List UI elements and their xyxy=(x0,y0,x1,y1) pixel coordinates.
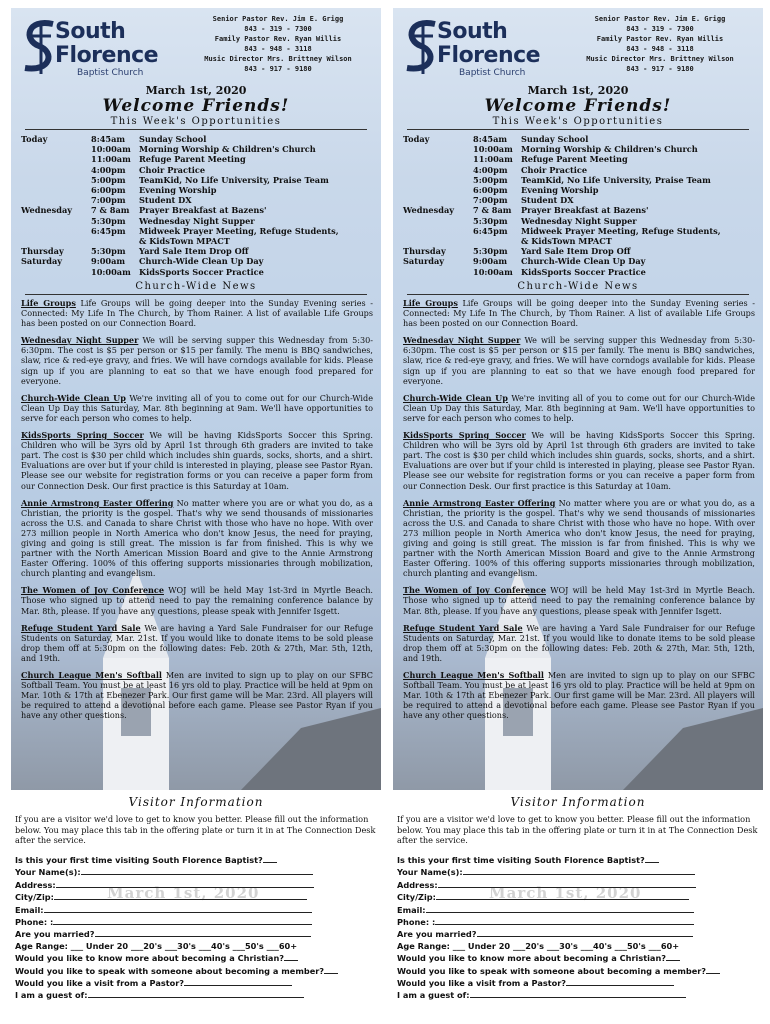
schedule-day: Today xyxy=(403,134,430,144)
schedule-event: Evening Worship xyxy=(139,185,217,196)
schedule-day xyxy=(403,185,473,195)
church-logo xyxy=(17,14,177,80)
logo-text-south: South xyxy=(437,19,508,44)
visitor-form-label: Would you like to speak with someone about becoming a member? xyxy=(397,965,707,976)
visitor-form-blank[interactable] xyxy=(426,904,695,913)
visitor-form-blank[interactable] xyxy=(436,891,689,900)
visitor-form-line[interactable] xyxy=(397,891,759,903)
news-item-title: Life Groups xyxy=(21,298,76,308)
schedule-time: 10:00am xyxy=(91,144,131,155)
staff-line: Senior Pastor Rev. Jim E. Grigg xyxy=(212,15,344,23)
schedule-day xyxy=(21,154,91,164)
visitor-intro: If you are a visitor we'd love to get to know you better. Please fill out the information below. You may place this tab in the offering plate or turn it in at The Connection Desk after the service. xyxy=(15,814,376,845)
news-item-title: Life Groups xyxy=(403,298,458,308)
news-item xyxy=(403,298,755,328)
news-item-text: We're inviting all of you to come out for our Church-Wide Clean Up Day this Saturday, Mar. 8th beginning at 9am. We'll have opportunities to serve for each person who comes to help. xyxy=(403,392,755,423)
news-item-title: Church League Men's Softball xyxy=(403,670,544,680)
schedule-time: 8:45am xyxy=(91,134,126,144)
schedule-event: Sunday School xyxy=(521,134,589,144)
schedule-event: Wednesday Night Supper xyxy=(139,215,255,226)
visitor-form-line[interactable] xyxy=(397,965,759,977)
visitor-form-line[interactable] xyxy=(397,928,759,940)
schedule-event: Yard Sale Item Drop Off xyxy=(139,246,249,257)
news-item-text: WOJ will be held May 1st-3rd in Myrtle Beach. Those who signed up to attend need to pay the remaining conference balance by Mar. 8th, please. If you have any questions, please speak with Jennifer Isgett. xyxy=(21,585,373,616)
schedule-day xyxy=(403,154,473,164)
news-item-text: We will be having KidsSports Soccer this Spring. Children who will be 3yrs old by April 1st through 6th graders are invited to take part. The cost is $30 per child which includes shin guards, socks, shorts, and a shirt. Evaluations are over but if your child is interested in playing, please see Pastor Ryan. Please see our website for registration forms or you can receive a paper form from our Connection Desk. Our first practice is this Saturday at 10am. xyxy=(403,430,755,491)
news-item-text: No matter where you are or what you do, as a Christian, the priority is the gospel. That's why we send thousands of missionaries across the U.S. and Canada to share Christ with those who have no hope. With over 273 million people in North America who don't know Jesus, the need for praying, giving and going is still great. The mission is far from finished. This is why we partner with the North American Mission Board and give to the Annie Armstrong Easter Offering. 100% of this offering supports missionaries through mobilization, church planting and evangelism. xyxy=(21,497,374,579)
schedule-row xyxy=(403,175,758,185)
visitor-form-blank[interactable] xyxy=(566,977,674,986)
news-item xyxy=(403,498,755,579)
schedule-day xyxy=(21,216,91,226)
schedule-row xyxy=(403,246,758,256)
staff-list xyxy=(183,14,373,74)
churchwide-heading: Church-Wide News xyxy=(135,281,257,292)
schedule-event: Student DX xyxy=(521,195,574,206)
visitor-form-blank[interactable] xyxy=(438,879,696,888)
schedule-event: KidsSports Soccer Practice xyxy=(521,266,646,277)
staff-line: 843 - 948 - 3118 xyxy=(244,45,312,53)
visitor-form-line[interactable] xyxy=(15,928,377,940)
schedule-event: Choir Practice xyxy=(521,164,588,175)
visitor-heading: Visitor Information xyxy=(128,795,264,809)
news-item-title: Refuge Student Yard Sale xyxy=(403,622,523,633)
visitor-form-line[interactable] xyxy=(397,977,759,989)
schedule-row xyxy=(403,216,758,226)
news-item-text: Men are invited to sign up to play on our SFBC Softball Team. You must be at least 16 yrs old to play. Practice will be held at 9pm on Mar. 10th & 17th at Ebenezer Park. Our first game will be Mar. 23rd. All players will be required to attend a devotional before each game. Please see Pastor Ryan if you have any other questions. xyxy=(403,670,755,721)
schedule-event: Morning Worship & Children's Church xyxy=(521,144,698,155)
schedule-event: Student DX xyxy=(139,195,192,206)
schedule-row xyxy=(21,267,376,277)
visitor-form-label: Would you like to know more about becoming a Christian? xyxy=(397,953,667,964)
visitor-form-label: Phone: : xyxy=(15,917,54,928)
schedule-time: 6:00pm xyxy=(473,185,508,196)
visitor-form-label: Email: xyxy=(15,904,44,915)
schedule-time: 7 & 8am xyxy=(473,205,512,216)
news-item xyxy=(21,335,373,385)
visitor-form-label: Age Range: ___ Under 20 ___20's ___30's ___40's ___50's ___60+ xyxy=(397,940,680,951)
news-list xyxy=(21,298,373,727)
visitor-form xyxy=(397,854,759,1002)
news-item-text: We are having a Yard Sale Fundraiser for our Refuge Students on Saturday, Mar. 21st. If you would like to donate items to be sold please drop them off at 5:30pm on the following dates: Feb. 20th & 27th, Mar. 5th, 12th, and 19th. xyxy=(403,622,755,663)
news-item-text: WOJ will be held May 1st-3rd in Myrtle Beach. Those who signed up to attend need to pay the remaining conference balance by Mar. 8th, please. If you have any questions, please speak with Jennifer Isgett. xyxy=(403,585,755,616)
opportunities-heading: This Week's Opportunities xyxy=(492,116,664,127)
visitor-form-label: Is this your first time visiting South Florence Baptist? xyxy=(15,855,263,865)
churchwide-heading: Church-Wide News xyxy=(517,281,639,292)
schedule-day xyxy=(21,226,91,236)
staff-line: Music Director Mrs. Brittney Wilson xyxy=(204,55,352,63)
schedule-day xyxy=(403,195,473,205)
news-item xyxy=(403,623,755,663)
schedule-event: Choir Practice xyxy=(139,164,206,175)
schedule-event: Evening Worship xyxy=(521,185,599,196)
schedule-row xyxy=(21,144,376,154)
news-item-text: We're inviting all of you to come out for our Church-Wide Clean Up Day this Saturday, Mar. 8th beginning at 9am. We'll have opportunities to serve for each person who comes to help. xyxy=(21,392,373,423)
schedule-row xyxy=(403,205,758,215)
schedule-day xyxy=(403,267,473,277)
staff-line: 843 - 319 - 7300 xyxy=(626,25,694,33)
visitor-form-blank[interactable] xyxy=(666,952,680,961)
bulletin-date: March 1st, 2020 xyxy=(527,84,629,97)
schedule-day: Thursday xyxy=(21,246,64,257)
news-item-text: Men are invited to sign up to play on our SFBC Softball Team. You must be at least 16 yrs old to play. Practice will be held at 9pm on Mar. 10th & 17th at Ebenezer Park. Our first game will be Mar. 23rd. All players will be required to attend a devotional before each game. Please see Pastor Ryan if you have any other questions. xyxy=(21,670,373,721)
visitor-form-label: Would you like to know more about becoming a Christian? xyxy=(15,953,285,964)
schedule-day xyxy=(21,267,91,277)
opportunities-heading: This Week's Opportunities xyxy=(110,116,282,127)
visitor-form-line[interactable] xyxy=(397,952,759,964)
news-item xyxy=(403,585,755,615)
visitor-form-line[interactable] xyxy=(15,879,377,891)
visitor-form-label: Your Name(s): xyxy=(397,867,463,878)
schedule-row xyxy=(21,134,376,144)
schedule-day: Wednesday xyxy=(403,205,455,216)
schedule-time: 4:00pm xyxy=(473,164,508,175)
schedule-row xyxy=(403,134,758,144)
news-item-text: We will be serving supper this Wednesday from 5:30-6:30pm. The cost is $5 per person or $15 per family. The menu is BBQ sandwiches, slaw, rice & red-eye gravy, and fries. We will have corndogs available for kids. Please sign up if you are planning to eat so that we have enough food prepared for everyone. xyxy=(403,335,755,386)
visitor-form-line[interactable] xyxy=(15,965,377,977)
news-item xyxy=(21,298,373,328)
logo-text-florence: Florence xyxy=(55,43,159,68)
schedule-event: TeamKid, No Life University, Praise Team xyxy=(521,174,711,185)
staff-line: Family Pastor Rev. Ryan Willis xyxy=(214,35,342,43)
visitor-form-blank[interactable] xyxy=(477,928,694,937)
visitor-form-blank[interactable] xyxy=(263,854,277,863)
visitor-form-label: Would you like a visit from a Pastor? xyxy=(15,978,185,989)
visitor-form-line[interactable] xyxy=(397,904,759,916)
visitor-form-line[interactable] xyxy=(397,866,759,878)
visitor-form-label: Is this your first time visiting South Florence Baptist? xyxy=(397,855,645,865)
staff-list xyxy=(565,14,755,74)
staff-line: 843 - 319 - 7300 xyxy=(244,25,312,33)
news-item-text: We are having a Yard Sale Fundraiser for our Refuge Students on Saturday, Mar. 21st. If you would like to donate items to be sold please drop them off at 5:30pm on the following dates: Feb. 20th & 27th, Mar. 5th, 12th, and 19th. xyxy=(21,622,373,663)
visitor-form-blank[interactable] xyxy=(54,891,307,900)
schedule-time: 5:30pm xyxy=(473,246,508,257)
visitor-form-line[interactable] xyxy=(15,904,377,916)
schedule-day: Today xyxy=(21,134,48,144)
visitor-form-label: Would you like to speak with someone about becoming a member? xyxy=(15,965,325,976)
visitor-form-label: Age Range: ___ Under 20 ___20's ___30's ___40's ___50's ___60+ xyxy=(15,940,298,951)
news-item-title: Wednesday Night Supper xyxy=(403,335,521,346)
schedule-time: 8:45am xyxy=(473,134,508,144)
schedule-day xyxy=(403,226,473,236)
schedule-row xyxy=(403,165,758,175)
welcome-heading: Welcome Friends! xyxy=(102,96,290,116)
schedule-event: Church-Wide Clean Up Day xyxy=(139,256,264,267)
visitor-form-blank[interactable] xyxy=(645,854,659,863)
schedule-day xyxy=(403,216,473,226)
visitor-form-blank[interactable] xyxy=(184,977,292,986)
welcome-heading: Welcome Friends! xyxy=(484,96,672,116)
schedule-list xyxy=(21,134,376,277)
visitor-form-blank[interactable] xyxy=(81,866,313,875)
schedule-list xyxy=(403,134,758,277)
bulletin-date: March 1st, 2020 xyxy=(145,84,247,97)
news-item xyxy=(21,393,373,423)
visitor-form-blank[interactable] xyxy=(95,928,312,937)
news-item xyxy=(403,670,755,720)
visitor-form-label: City/Zip: xyxy=(397,892,436,903)
news-item-title: KidsSports Spring Soccer xyxy=(21,430,144,441)
news-item xyxy=(21,430,373,491)
schedule-time: 11:00am xyxy=(473,154,513,165)
visitor-form-line[interactable] xyxy=(397,916,759,928)
schedule-row xyxy=(21,246,376,256)
bulletin-column-right xyxy=(393,8,763,1018)
header xyxy=(393,8,763,88)
visitor-form-label: Your Name(s): xyxy=(15,867,81,878)
news-item xyxy=(403,335,755,385)
visitor-form-blank[interactable] xyxy=(706,965,720,974)
schedule-event: Morning Worship & Children's Church xyxy=(139,144,316,155)
news-item-title: Annie Armstrong Easter Offering xyxy=(403,497,556,508)
schedule-day xyxy=(21,144,91,154)
staff-line: 843 - 917 - 9180 xyxy=(626,65,694,73)
visitor-form-label: Email: xyxy=(397,904,426,915)
schedule-event: Refuge Parent Meeting xyxy=(139,154,246,165)
news-item-title: KidsSports Spring Soccer xyxy=(403,430,526,441)
staff-line: 843 - 948 - 3118 xyxy=(626,45,694,53)
news-item xyxy=(403,430,755,491)
schedule-event: Sunday School xyxy=(139,134,207,144)
news-item xyxy=(21,670,373,720)
staff-line: Family Pastor Rev. Ryan Willis xyxy=(596,35,724,43)
news-item-text: No matter where you are or what you do, as a Christian, the priority is the gospel. That's why we send thousands of missionaries across the U.S. and Canada to share Christ with those who have no hope. With over 273 million people in North America who don't know Jesus, the need for praying, giving and going is still great. The mission is far from finished. This is why we partner with the North American Mission Board and give to the Annie Armstrong Easter Offering. 100% of this offering supports missionaries through mobilization, church planting and evangelism. xyxy=(403,497,756,579)
visitor-form-label: City/Zip: xyxy=(15,892,54,903)
visitor-form-label: I am a guest of: xyxy=(15,990,88,1001)
schedule-row xyxy=(403,256,758,266)
schedule-time xyxy=(473,236,521,246)
visitor-form-line[interactable] xyxy=(397,879,759,891)
divider xyxy=(25,294,367,295)
news-item-text: Life Groups will be going deeper into the Sunday Evening series - Connected: My Life In The Church, by Thom Rainer. A list of available Life Groups has been posted on our Connection Board. xyxy=(403,298,755,329)
schedule-row xyxy=(21,216,376,226)
schedule-day: Saturday xyxy=(21,256,63,267)
visitor-heading: Visitor Information xyxy=(510,795,646,809)
schedule-day xyxy=(403,236,473,246)
schedule-time: 5:30pm xyxy=(91,246,126,257)
schedule-row xyxy=(21,236,376,246)
visitor-form-line[interactable] xyxy=(15,977,377,989)
date-watermark: March 1st, 2020 xyxy=(489,884,642,902)
visitor-form-line[interactable] xyxy=(15,891,377,903)
news-item-title: Church-Wide Clean Up xyxy=(21,392,126,403)
schedule-time: 5:00pm xyxy=(473,174,508,185)
news-item-title: Annie Armstrong Easter Offering xyxy=(21,497,174,508)
schedule-event: TeamKid, No Life University, Praise Team xyxy=(139,174,329,185)
date-watermark: March 1st, 2020 xyxy=(107,884,260,902)
visitor-form-line[interactable] xyxy=(397,854,759,866)
staff-line: Senior Pastor Rev. Jim E. Grigg xyxy=(594,15,726,23)
visitor-form-line[interactable] xyxy=(15,989,377,1001)
visitor-intro: If you are a visitor we'd love to get to know you better. Please fill out the information below. You may place this tab in the offering plate or turn it in at The Connection Desk after the service. xyxy=(397,814,758,845)
schedule-time: 9:00am xyxy=(91,256,126,267)
schedule-row xyxy=(403,267,758,277)
schedule-event: Yard Sale Item Drop Off xyxy=(521,246,631,257)
schedule-time: 5:30pm xyxy=(473,215,508,226)
schedule-row xyxy=(21,175,376,185)
visitor-form-label: I am a guest of: xyxy=(397,990,470,1001)
schedule-row xyxy=(403,185,758,195)
schedule-day xyxy=(21,165,91,175)
schedule-day: Thursday xyxy=(403,246,446,257)
schedule-day: Saturday xyxy=(403,256,445,267)
visitor-form-label: Address: xyxy=(397,879,438,890)
schedule-time: 6:00pm xyxy=(91,185,126,196)
schedule-row xyxy=(403,144,758,154)
schedule-row xyxy=(403,226,758,236)
schedule-row xyxy=(403,236,758,246)
schedule-event: Refuge Parent Meeting xyxy=(521,154,628,165)
logo-text-south: South xyxy=(55,19,126,44)
schedule-event: & KidsTown MPACT xyxy=(139,236,230,247)
schedule-day xyxy=(21,185,91,195)
schedule-row xyxy=(21,195,376,205)
schedule-day xyxy=(21,236,91,246)
visitor-form-label: Are you married? xyxy=(397,929,477,940)
divider xyxy=(407,129,749,130)
schedule-time: 6:45pm xyxy=(91,225,126,236)
news-item-title: The Women of Joy Conference xyxy=(403,585,546,596)
schedule-row xyxy=(21,226,376,236)
visitor-form-blank[interactable] xyxy=(44,904,313,913)
schedule-event: Prayer Breakfast at Bazens' xyxy=(521,205,649,216)
schedule-day xyxy=(403,144,473,154)
news-item xyxy=(21,498,373,579)
schedule-row xyxy=(403,154,758,164)
visitor-form-blank[interactable] xyxy=(53,916,311,925)
visitor-form-blank[interactable] xyxy=(324,965,338,974)
schedule-event: & KidsTown MPACT xyxy=(521,236,612,247)
schedule-day xyxy=(403,175,473,185)
schedule-time: 5:00pm xyxy=(91,174,126,185)
logo-text-florence: Florence xyxy=(437,43,541,68)
schedule-event: Church-Wide Clean Up Day xyxy=(521,256,646,267)
schedule-time: 7 & 8am xyxy=(91,205,130,216)
visitor-form-blank[interactable] xyxy=(88,989,305,998)
schedule-time: 4:00pm xyxy=(91,164,126,175)
schedule-time: 5:30pm xyxy=(91,215,126,226)
visitor-form-blank[interactable] xyxy=(435,916,693,925)
logo-subtitle: Baptist Church xyxy=(459,68,526,78)
divider xyxy=(25,129,367,130)
schedule-event: Midweek Prayer Meeting, Refuge Students, xyxy=(521,225,721,236)
news-item xyxy=(403,393,755,423)
visitor-form-label: Would you like a visit from a Pastor? xyxy=(397,978,567,989)
visitor-form-label: Phone: : xyxy=(397,917,436,928)
visitor-form-line[interactable] xyxy=(15,866,377,878)
visitor-form-line[interactable] xyxy=(15,952,377,964)
schedule-event: Midweek Prayer Meeting, Refuge Students, xyxy=(139,225,339,236)
schedule-row xyxy=(21,154,376,164)
staff-line: Music Director Mrs. Brittney Wilson xyxy=(586,55,734,63)
schedule-time xyxy=(91,236,139,246)
schedule-day: Wednesday xyxy=(21,205,73,216)
visitor-form-line[interactable] xyxy=(397,989,759,1001)
logo-subtitle: Baptist Church xyxy=(77,68,144,78)
news-item-title: Church League Men's Softball xyxy=(21,670,162,680)
header xyxy=(11,8,381,88)
visitor-form xyxy=(15,854,377,1002)
schedule-event: Prayer Breakfast at Bazens' xyxy=(139,205,267,216)
schedule-row xyxy=(21,256,376,266)
news-item-title: The Women of Joy Conference xyxy=(21,585,164,596)
visitor-form-blank[interactable] xyxy=(56,879,314,888)
staff-line: 843 - 917 - 9180 xyxy=(244,65,312,73)
news-item xyxy=(21,585,373,615)
schedule-time: 9:00am xyxy=(473,256,508,267)
schedule-time: 6:45pm xyxy=(473,225,508,236)
church-logo xyxy=(399,14,559,80)
visitor-form-label: Address: xyxy=(15,879,56,890)
visitor-form-label: Are you married? xyxy=(15,929,95,940)
schedule-row xyxy=(403,195,758,205)
visitor-form-blank[interactable] xyxy=(463,866,695,875)
schedule-day xyxy=(21,195,91,205)
schedule-time: 10:00am xyxy=(473,144,513,155)
bulletin-column-left xyxy=(11,8,381,1018)
news-item-text: Life Groups will be going deeper into the Sunday Evening series - Connected: My Life In The Church, by Thom Rainer. A list of available Life Groups has been posted on our Connection Board. xyxy=(21,298,373,329)
schedule-row xyxy=(21,165,376,175)
schedule-event: Wednesday Night Supper xyxy=(521,215,637,226)
news-item-text: We will be having KidsSports Soccer this Spring. Children who will be 3yrs old by April 1st through 6th graders are invited to take part. The cost is $30 per child which includes shin guards, socks, shorts, and a shirt. Evaluations are over but if your child is interested in playing, please see Pastor Ryan. Please see our website for registration forms or you can receive a paper form from our Connection Desk. Our first practice is this Saturday at 10am. xyxy=(21,430,373,491)
divider xyxy=(407,294,749,295)
schedule-day xyxy=(21,175,91,185)
visitor-form-line[interactable] xyxy=(15,916,377,928)
schedule-day xyxy=(403,165,473,175)
schedule-time: 10:00am xyxy=(473,266,513,277)
schedule-time: 11:00am xyxy=(91,154,131,165)
news-item xyxy=(21,623,373,663)
news-item-title: Refuge Student Yard Sale xyxy=(21,622,141,633)
visitor-form-line[interactable] xyxy=(15,854,377,866)
news-item-title: Wednesday Night Supper xyxy=(21,335,139,346)
schedule-time: 10:00am xyxy=(91,266,131,277)
schedule-row xyxy=(21,205,376,215)
visitor-form-blank[interactable] xyxy=(284,952,298,961)
schedule-time: 7:00pm xyxy=(91,195,126,206)
news-item-text: We will be serving supper this Wednesday from 5:30-6:30pm. The cost is $5 per person or $15 per family. The menu is BBQ sandwiches, slaw, rice & red-eye gravy, and fries. We will have corndogs available for kids. Please sign up if you are planning to eat so that we have enough food prepared for everyone. xyxy=(21,335,373,386)
schedule-row xyxy=(21,185,376,195)
visitor-form-line[interactable] xyxy=(397,941,759,952)
news-list xyxy=(403,298,755,727)
visitor-form-blank[interactable] xyxy=(470,989,687,998)
schedule-event: KidsSports Soccer Practice xyxy=(139,266,264,277)
schedule-time: 7:00pm xyxy=(473,195,508,206)
visitor-form-line[interactable] xyxy=(15,941,377,952)
news-item-title: Church-Wide Clean Up xyxy=(403,392,508,403)
